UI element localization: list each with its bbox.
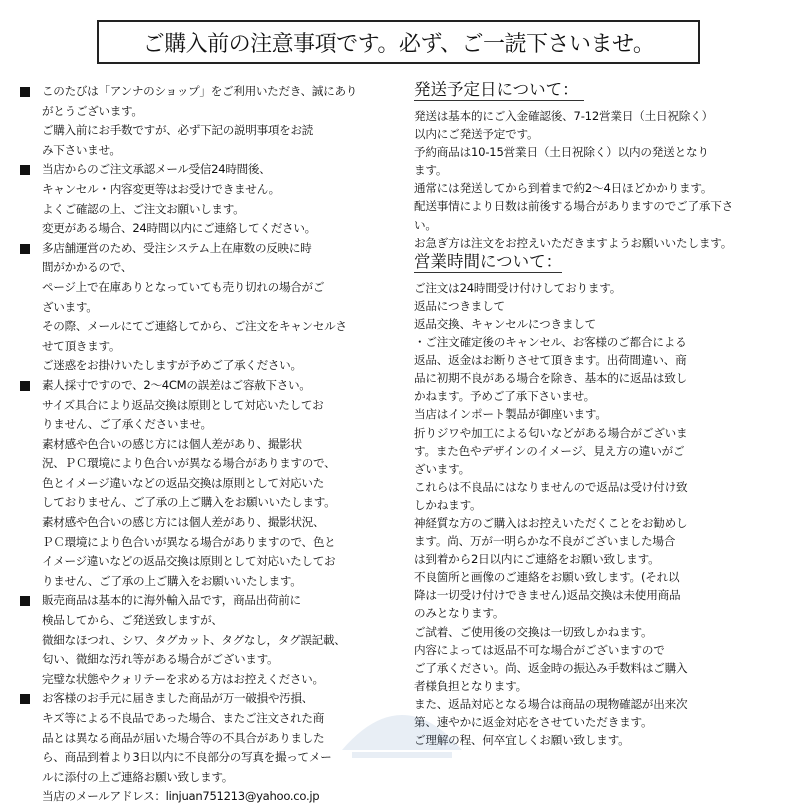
business-line: 神経質な方のご購入はお控えいただくことをお勧めし bbox=[414, 515, 688, 530]
notice-line: 素人採寸ですので、2～4CMの誤差はご容赦下さい。 bbox=[42, 377, 311, 392]
notice-item bbox=[20, 376, 398, 592]
notice-line: 素材感や色合いの感じ方には個人差があり、撮影状 bbox=[42, 436, 302, 451]
notice-line: がとうございます。 bbox=[42, 103, 143, 118]
shipping-line: 通常には発送してから到着まで約2～4日ほどかかります。 bbox=[414, 181, 713, 196]
notice-line: み下さいませ。 bbox=[42, 142, 121, 157]
square-bullet-icon bbox=[20, 694, 30, 704]
notice-item bbox=[20, 82, 398, 160]
notice-line: キャンセル・内容変更等はお受けできません。 bbox=[42, 181, 280, 196]
notice-line: ＰＣ環境により色合いが異なる場合がありますので、色と bbox=[42, 534, 336, 549]
notice-line: りません、ご了承の上ご購入をお願いいたします。 bbox=[42, 573, 302, 588]
notice-line: 検品してから、ご発送致しますが、 bbox=[42, 613, 223, 628]
business-line: 返品につきまして bbox=[414, 298, 505, 313]
notice-line: イメージ違いなどの返品交換は原則として対応いたしてお bbox=[42, 554, 336, 569]
square-bullet-icon bbox=[20, 596, 30, 606]
notice-item bbox=[20, 689, 398, 807]
business-line: 返品、返金はお断りさせて頂きます。出荷間違い、商 bbox=[414, 353, 687, 368]
business-line: ご理解の程、何卒宜しくお願い致します。 bbox=[414, 733, 630, 748]
square-bullet-icon bbox=[20, 165, 30, 175]
business-line: ・ご注文確定後のキャンセル、お客様のご都合による bbox=[414, 335, 687, 350]
business-line: かねます。予めご了承下さいませ。 bbox=[414, 389, 596, 404]
notice-line: りません、ご了承くださいませ。 bbox=[42, 417, 212, 432]
business-line: 品に初期不良がある場合を除き、基本的に返品は致し bbox=[414, 371, 687, 386]
left-notice-list bbox=[20, 82, 398, 807]
business-hours-text bbox=[414, 279, 786, 749]
business-line: 当店はインポート製品が御座います。 bbox=[414, 407, 607, 422]
business-line: ご注文は24時間受け付けしております。 bbox=[414, 280, 622, 295]
business-line: ます。尚、万が一明らかな不良がございました場合 bbox=[414, 534, 676, 549]
business-line: 不良箇所と画像のご連絡をお願い致します。(それ以 bbox=[414, 570, 680, 585]
business-line: 内容によっては返品不可な場合がございますので bbox=[414, 642, 665, 657]
square-bullet-icon bbox=[20, 87, 30, 97]
notice-line: 品とは異なる商品が届いた場合等の不具合がありました bbox=[42, 730, 325, 745]
notice-title-box bbox=[97, 20, 700, 64]
notice-line: ざいます。 bbox=[42, 299, 98, 314]
square-bullet-icon bbox=[20, 381, 30, 391]
square-bullet-icon bbox=[20, 244, 30, 254]
notice-line: 完璧な状態やクォリテーを求める方はお控えください。 bbox=[42, 671, 324, 686]
notice-line: サイズ具合により返品交換は原則として対応いたしてお bbox=[42, 397, 324, 412]
shipping-line: ます。 bbox=[414, 163, 448, 178]
notice-line: ご迷惑をお掛けいたしますが予めご了承ください。 bbox=[42, 358, 302, 373]
notice-line: 当店からのご注文承認メール受信24時間後、 bbox=[42, 162, 271, 177]
notice-line: ら、商品到着より3日以内に不良部分の写真を撮ってメー bbox=[42, 750, 332, 765]
business-line: 折りジワや加工による匂いなどがある場合がございま bbox=[414, 425, 688, 440]
business-line: のみとなります。 bbox=[414, 606, 505, 621]
notice-line: その際、メールにてご連絡してから、ご注文をキャンセルさ bbox=[42, 319, 347, 334]
notice-line: 色とイメージ違いなどの返品交換は原則として対応いた bbox=[42, 475, 324, 490]
notice-line: 当店のメールアドレス：linjuan751213@yahoo.co.jp bbox=[42, 789, 320, 804]
business-line: す。また色やデザインのイメージ、見え方の違いがご bbox=[414, 443, 685, 458]
business-hours-heading: 営業時間について： bbox=[414, 251, 563, 271]
shipping-section bbox=[414, 80, 786, 252]
business-hours-section bbox=[414, 252, 786, 749]
notice-line: 変更がある場合、24時間以内にご連絡してください。 bbox=[42, 221, 316, 236]
business-line: 降は一切受け付けできません)返品交換は未使用商品 bbox=[414, 588, 681, 603]
notice-line: キズ等による不良品であった場合、またご注文された商 bbox=[42, 711, 324, 725]
notice-line: このたびは「アンナのショップ」をご利用いただき、誠にあり bbox=[42, 84, 358, 98]
shipping-heading: 発送予定日について： bbox=[414, 80, 584, 101]
notice-line: 匂い、微細な汚れ等がある場合がございます。 bbox=[42, 652, 279, 667]
business-line: は到着から2日以内にご連絡をお願い致します。 bbox=[414, 552, 660, 567]
shipping-line: い。 bbox=[414, 217, 437, 232]
shipping-line: 予約商品は10-15営業日（土日祝除く）以内の発送となり bbox=[414, 145, 709, 160]
notice-line: よくご確認の上、ご注文お願いします。 bbox=[42, 201, 245, 216]
notice-line: 微細なほつれ、シワ、タグカット、タグなし，タグ誤記載、 bbox=[42, 632, 346, 647]
notice-line: 間がかかるので、 bbox=[42, 260, 133, 275]
business-line: 返品交換、キャンセルにつきまして bbox=[414, 316, 597, 331]
shipping-text bbox=[414, 107, 786, 252]
notice-line: ページ上で在庫ありとなっていても売り切れの場合がご bbox=[42, 279, 325, 294]
notice-item bbox=[20, 160, 398, 238]
notice-line: せて頂きます。 bbox=[42, 338, 121, 353]
business-line: ざいます。 bbox=[414, 461, 471, 476]
business-line: ご了承ください。尚、返金時の振込み手数料はご購入 bbox=[414, 660, 688, 675]
business-line: また、返品対応となる場合は商品の現物確認が出来次 bbox=[414, 696, 688, 711]
notice-item bbox=[20, 591, 398, 689]
shipping-line: 配送事情により日数は前後する場合がありますのでご了承下さ bbox=[414, 199, 734, 214]
notice-line: お客様のお手元に届きました商品が万一破損や汚損、 bbox=[42, 691, 314, 706]
business-line: ご試着、ご使用後の交換は一切致しかねます。 bbox=[414, 624, 653, 639]
right-notice-column bbox=[414, 80, 786, 749]
page-title: ご購入前の注意事項です。必ず、ご一読下さいませ。 bbox=[142, 31, 655, 57]
notice-line: 販売商品は基本的に海外輸入品です，商品出荷前に bbox=[42, 593, 301, 608]
notice-line: しておりません、ご了承の上ご購入をお願いいたします。 bbox=[42, 495, 336, 510]
shipping-line: 以内にご発送予定です。 bbox=[414, 127, 539, 142]
business-line: しかねます。 bbox=[414, 497, 482, 512]
notice-item bbox=[20, 239, 398, 376]
business-line: 者様負担となります。 bbox=[414, 678, 528, 693]
notice-line: 況、ＰＣ環境により色合いが異なる場合がありますので、 bbox=[42, 456, 336, 471]
shipping-line: 発送は基本的にご入金確認後、7-12営業日（土日祝除く） bbox=[414, 109, 713, 123]
business-line: 第、速やかに返金対応をさせていただきます。 bbox=[414, 715, 653, 729]
notice-line: 素材感や色合いの感じ方には個人差があり、撮影状況、 bbox=[42, 515, 325, 530]
notice-line: ご購入前にお手数ですが、必ず下記の説明事項をお読 bbox=[42, 123, 314, 138]
notice-line: ルに添付の上ご連絡お願い致します。 bbox=[42, 769, 234, 784]
shipping-line: お急ぎ方は注文をお控えいただきますようお願いいたします。 bbox=[414, 235, 733, 250]
business-line: これらは不良品にはなりませんので返品は受け付け致 bbox=[414, 479, 688, 494]
notice-line: 多店舗運営のため、受注システム上在庫数の反映に時 bbox=[42, 240, 312, 255]
